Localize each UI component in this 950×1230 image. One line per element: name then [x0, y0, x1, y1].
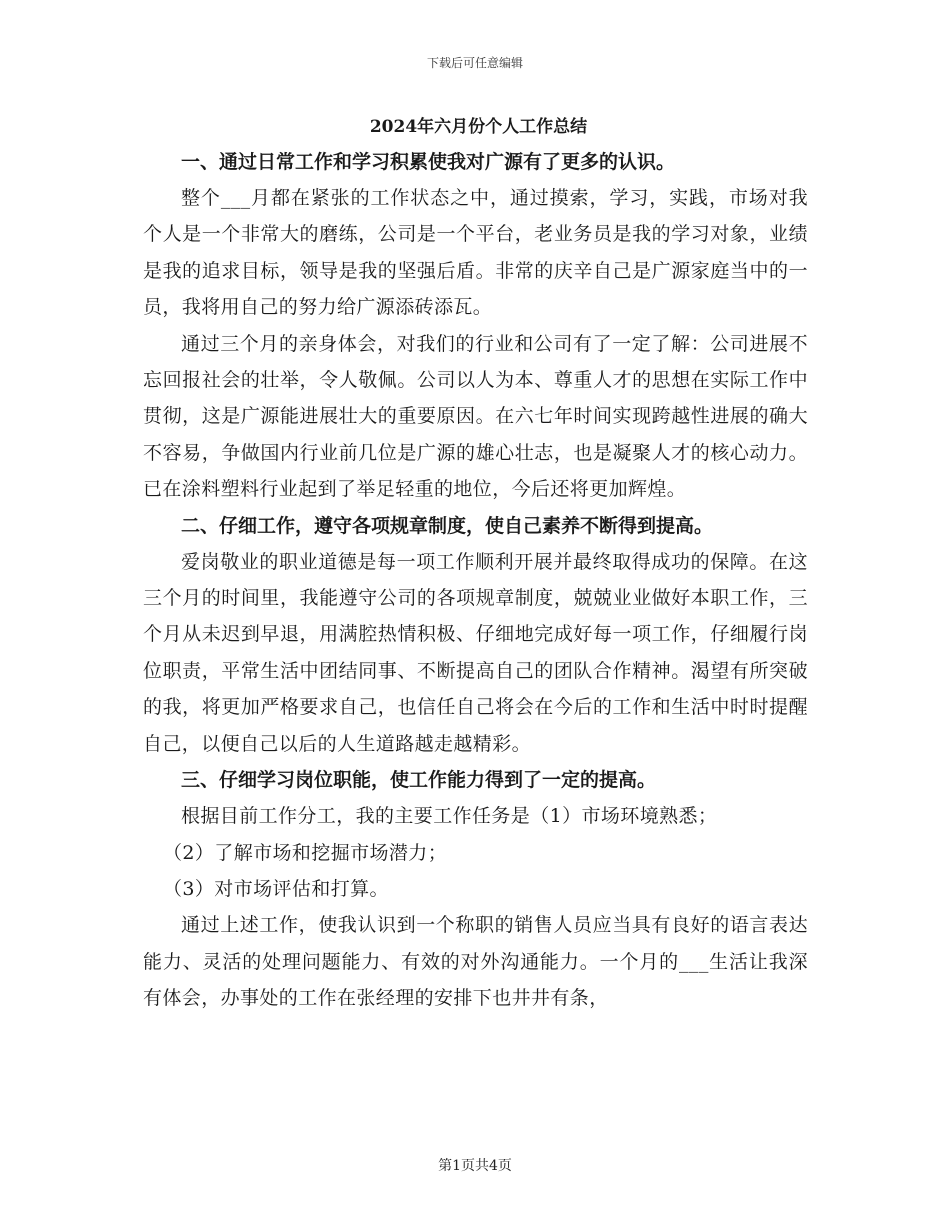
paragraph: 根据目前工作分工，我的主要工作任务是（1）市场环境熟悉； [181, 805, 718, 828]
list-item: （2）了解市场和挖掘市场潜力； [163, 841, 448, 864]
section-heading-2: 二、仔细工作，遵守各项规章制度，使自己素养不断得到提高。 [181, 514, 714, 537]
document-body [143, 110, 808, 1017]
paragraph: 爱岗敬业的职业道德是每一项工作顺利开展并最终取得成功的保障。在这三个月的时间里，我能遵守公司的各项规章制度，兢兢业业做好本职工作，三个月从未迟到早退，用满腔热情积极、仔细地完成好每一项工作，仔细履行岗位职责，平常生活中团结同事、不断提高自己的团队合作精神。渴望有所突破的我，将更加严格要求自己，也信任自己将会在今后的工作和生活中时时提醒自己，以便自己以后的人生道路越走越精彩。 [143, 550, 808, 755]
header-note: 下载后可任意编辑 [426, 56, 523, 70]
paragraph: 通过三个月的亲身体会，对我们的行业和公司有了一定了解：公司进展不忘回报社会的壮举，令人敬佩。公司以人为本、尊重人才的思想在实际工作中贯彻，这是广源能进展壮大的重要原因。在六七年时间实现跨越性进展的确大不容易，争做国内行业前几位是广源的雄心壮志，也是凝聚人才的核心动力。已在涂料塑料行业起到了举足轻重的地位，今后还将更加辉煌。 [143, 332, 808, 501]
list-item: （3）对市场评估和打算。 [163, 877, 389, 900]
paragraph: 整个___月都在紧张的工作状态之中，通过摸索，学习，实践，市场对我个人是一个非常大的磨练，公司是一个平台，老业务员是我的学习对象，业绩是我的追求目标，领导是我的坚强后盾。非常的庆辛自己是广源家庭当中的一员，我将用自己的努力给广源添砖添瓦。 [143, 187, 808, 319]
document-title: 2024年六月份个人工作总结 [369, 117, 588, 137]
paragraph: 通过上述工作，使我认识到一个称职的销售人员应当具有良好的语言表达能力、灵活的处理问题能力、有效的对外沟通能力。一个月的___生活让我深有体会，办事处的工作在张经理的安排下也井井有条， [143, 914, 808, 1010]
page-number: 第1页共4页 [438, 1158, 512, 1174]
section-heading-1: 一、通过日常工作和学习积累使我对广源有了更多的认识。 [181, 151, 676, 173]
section-heading-3: 三、仔细学习岗位职能，使工作能力得到了一定的提高。 [181, 769, 657, 792]
